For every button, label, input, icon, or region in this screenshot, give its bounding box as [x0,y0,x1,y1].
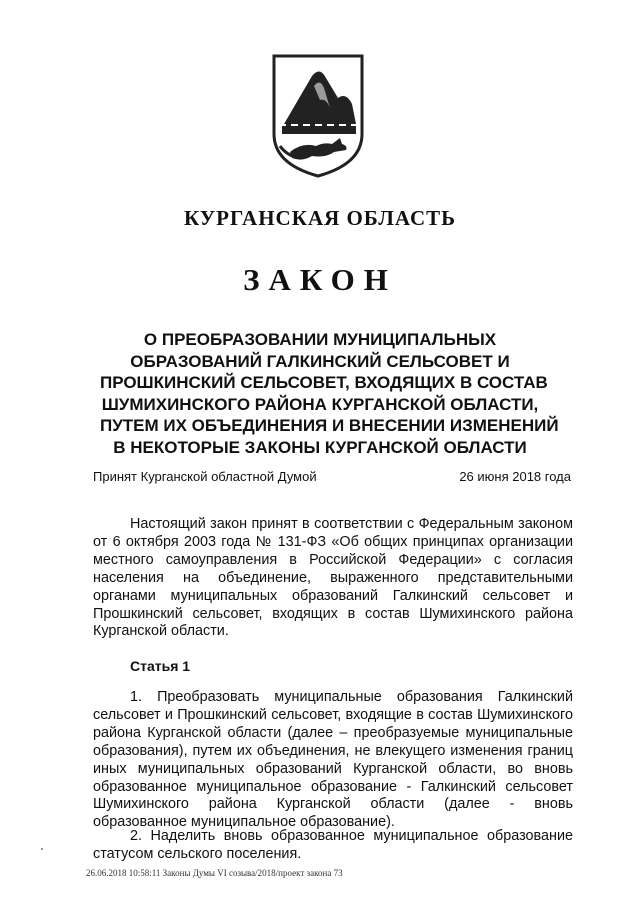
paragraph-text: 2. Наделить вновь образованное муниципальное образование статусом сельского поселения. [93,828,573,862]
adoption-info [93,469,571,484]
article-heading: Статья 1 [130,658,191,674]
article-1-paragraph-2 [93,828,573,864]
coat-of-arms-icon [268,52,368,180]
document-type: ЗАКОН [243,262,397,297]
law-title-line: В НЕКОТОРЫЕ ЗАКОНЫ КУРГАНСКОЙ ОБЛАСТИ [113,437,527,457]
scan-artifact [41,848,43,850]
document-footer: 26.06.2018 10:58:11 Законы Думы VI созыва/2018/проект закона 73 [86,868,343,878]
law-title-line: ШУМИХИНСКОГО РАЙОНА КУРГАНСКОЙ ОБЛАСТИ, [101,394,539,414]
adopted-by: Принят Курганской областной Думой [93,469,317,484]
law-title-line: ПРОШКИНСКИЙ СЕЛЬСОВЕТ, ВХОДЯЩИХ В СОСТАВ [100,373,548,393]
law-title-line: О ПРЕОБРАЗОВАНИИ МУНИЦИПАЛЬНЫХ [143,330,497,349]
paragraph-text: 1. Преобразовать муниципальные образования Галкинский сельсовет и Прошкинский сельсовет, входящие в состав Шумихинского района Курганской области (далее – преобразуемые муниципальные образования), путем их объединения, не влекущего изменения границ иных муниципальных образований Курганской области, во вновь образованное муниципальное образование - Галкинский сельсовет Шумихинского района Курганской области (далее - вновь образованное муниципальное образование). [93,689,573,831]
adoption-date: 26 июня 2018 года [459,469,571,484]
law-title [100,329,559,459]
region-title: КУРГАНСКАЯ ОБЛАСТЬ [183,206,457,230]
law-title-line: ПУТЕМ ИХ ОБЪЕДИНЕНИЯ И ВНЕСЕНИИ ИЗМЕНЕНИЙ [100,416,559,436]
preamble [93,516,573,641]
article-1-paragraph-1 [93,689,573,832]
preamble-text: Настоящий закон принят в соответствии с Федеральным законом от 6 октября 2003 года № 131-ФЗ «Об общих принципах организации местного самоуправления в Российской Федерации» с согласия населения на объединение, выраженного представительными органами муниципальных образований Галкинский сельсовет и Прошкинский сельсовет, входящих в состав Шумихинского района Курганской области. [93,516,573,640]
law-title-line: ОБРАЗОВАНИЙ ГАЛКИНСКИЙ СЕЛЬСОВЕТ И [130,351,510,371]
